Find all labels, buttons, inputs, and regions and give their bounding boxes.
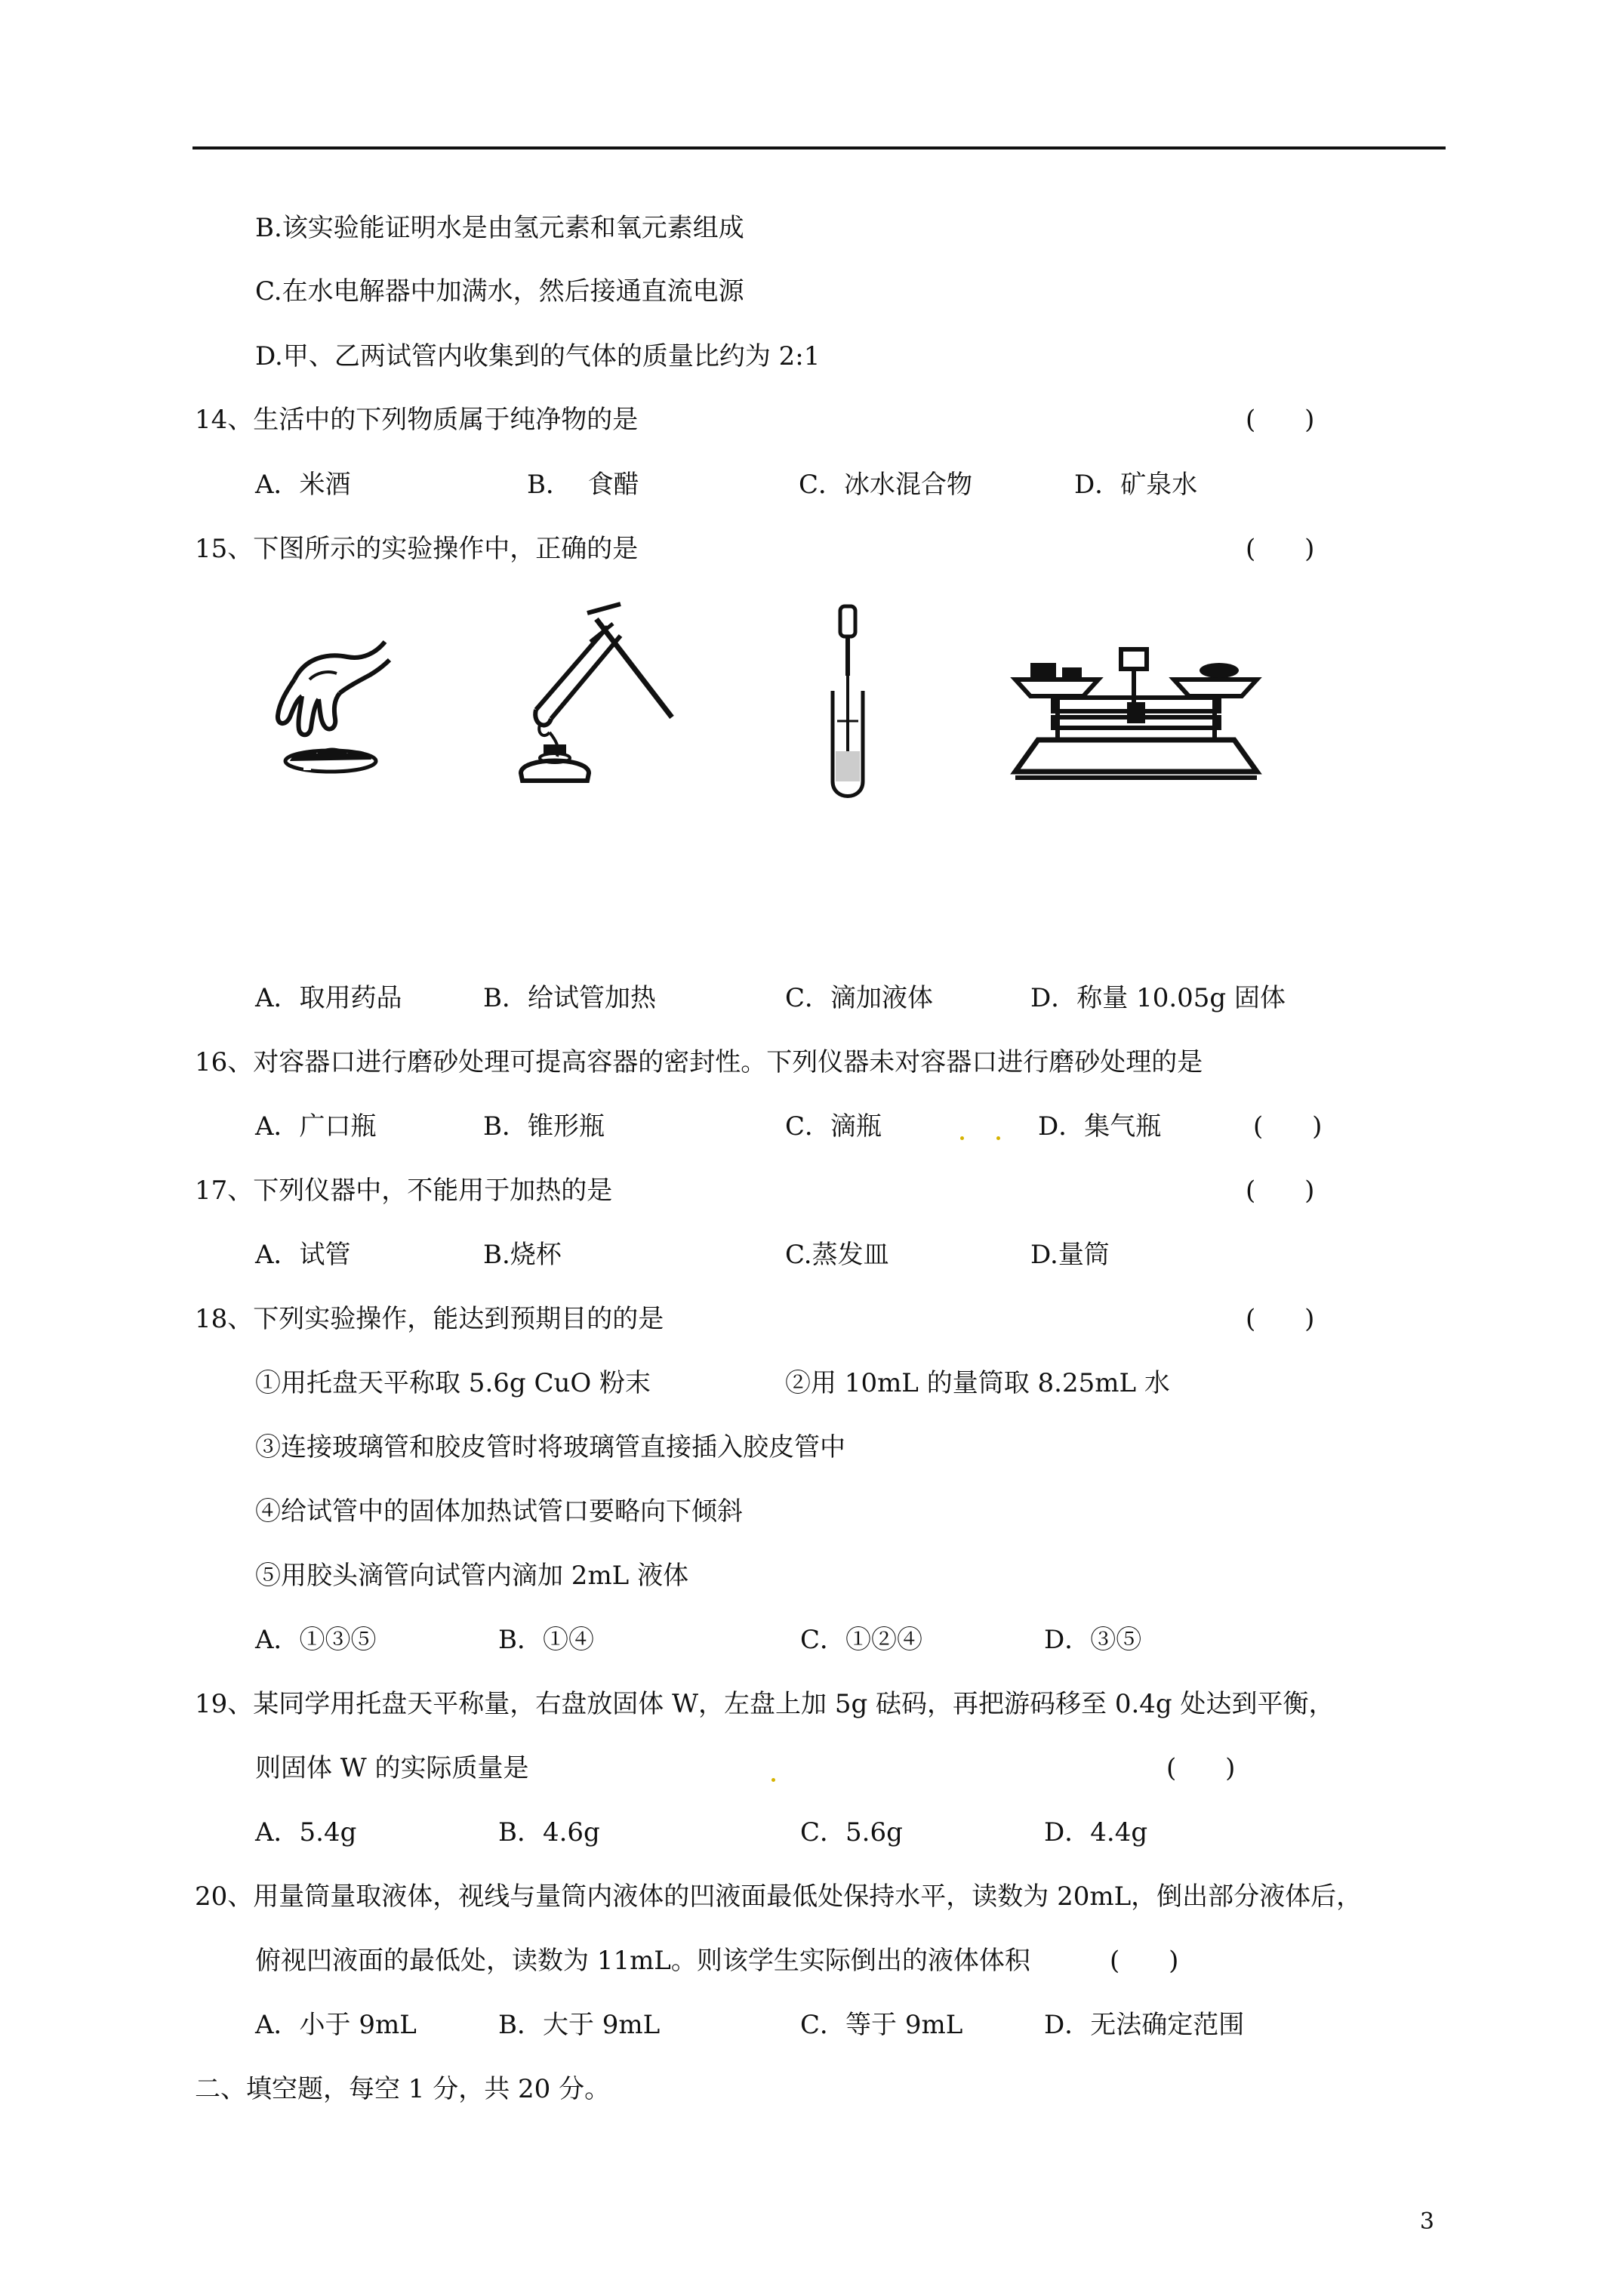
q18-item-2: ②用 10mL 的量筒取 8.25mL 水	[785, 1368, 1170, 1398]
q16-option-c: C．滴瓶	[785, 1111, 882, 1142]
q18-option-a: A．①③⑤	[255, 1625, 377, 1655]
q19-option-c: C．5.6g	[800, 1817, 903, 1848]
test-tube-heating-icon	[491, 596, 679, 793]
q18-item-3: ③连接玻璃管和胶皮管时将玻璃管直接插入胶皮管中	[255, 1432, 845, 1462]
q17-option-c: C.蒸发皿	[785, 1240, 889, 1270]
q14-option-a: A．米酒	[255, 470, 351, 500]
stray-mark	[771, 1778, 775, 1782]
q13-option-b: B.该实验能证明水是由氢元素和氧元素组成	[255, 213, 744, 243]
stray-mark	[960, 1136, 964, 1140]
q14-option-b: B． 食醋	[527, 470, 639, 500]
q13-option-d: D.甲、乙两试管内收集到的气体的质量比约为 2:1	[255, 341, 821, 371]
q18-option-d: D．③⑤	[1044, 1625, 1142, 1655]
tray-balance-icon	[1008, 642, 1264, 785]
q19-option-d: D．4.4g	[1044, 1817, 1148, 1848]
q16-option-a: A．广口瓶	[255, 1111, 377, 1142]
q15-stem: 15、下图所示的实验操作中，正确的是	[195, 534, 639, 564]
q18-answer-paren: ( )	[1246, 1304, 1315, 1334]
q16-option-d: D．集气瓶	[1038, 1111, 1162, 1142]
q20-stem-line1: 20、用量筒量取液体，视线与量筒内液体的凹液面最低处保持水平，读数为 20mL，倒出部分液体后，	[195, 1881, 1363, 1912]
q17-option-d: D.量筒	[1030, 1240, 1110, 1270]
q15-option-c: C．滴加液体	[785, 983, 934, 1013]
stray-mark	[996, 1136, 1000, 1140]
q14-option-c: C．冰水混合物	[799, 470, 973, 500]
q17-option-b: B.烧杯	[483, 1240, 562, 1270]
q19-stem-line1: 19、某同学用托盘天平称量，右盘放固体 W，左盘上加 5g 砝码，再把游码移至 0.4g 处达到平衡，	[195, 1689, 1335, 1719]
q15-answer-paren: ( )	[1246, 534, 1315, 564]
q17-answer-paren: ( )	[1246, 1176, 1315, 1206]
q15-option-a: A．取用药品	[255, 983, 402, 1013]
q18-option-b: B．①④	[498, 1625, 594, 1655]
q20-option-c: C．等于 9mL	[800, 2010, 963, 2040]
q14-answer-paren: ( )	[1246, 405, 1315, 435]
q20-option-b: B．大于 9mL	[498, 2010, 661, 2040]
q20-stem-line2: 俯视凹液面的最低处，读数为 11mL。则该学生实际倒出的液体体积	[255, 1946, 1030, 1976]
q19-option-a: A．5.4g	[255, 1817, 357, 1848]
q18-stem: 18、下列实验操作，能达到预期目的的是	[195, 1304, 664, 1334]
section-2-heading: 二、填空题，每空 1 分，共 20 分。	[195, 2074, 611, 2104]
q19-option-b: B．4.6g	[498, 1817, 600, 1848]
q16-option-b: B．锥形瓶	[483, 1111, 605, 1142]
q20-option-a: A．小于 9mL	[255, 2010, 417, 2040]
q17-stem: 17、下列仪器中，不能用于加热的是	[195, 1176, 613, 1206]
q19-answer-paren: ( )	[1166, 1753, 1236, 1783]
q18-option-c: C．①②④	[800, 1625, 923, 1655]
q16-answer-paren: ( )	[1253, 1111, 1323, 1142]
hand-taking-powder-icon	[264, 627, 393, 778]
dropper-in-test-tube-icon	[827, 600, 872, 804]
q15-option-b: B．给试管加热	[483, 983, 656, 1013]
q15-option-d: D．称量 10.05g 固体	[1030, 983, 1286, 1013]
q20-option-d: D．无法确定范围	[1044, 2010, 1245, 2040]
q13-option-c: C.在水电解器中加满水，然后接通直流电源	[255, 276, 744, 307]
q16-stem: 16、对容器口进行磨砂处理可提高容器的密封性。下列仪器未对容器口进行磨砂处理的是	[195, 1047, 1203, 1077]
q18-item-4: ④给试管中的固体加热试管口要略向下倾斜	[255, 1496, 743, 1527]
q19-stem-line2: 则固体 W 的实际质量是	[255, 1753, 529, 1783]
page-number: 3	[1419, 2208, 1434, 2235]
q14-option-d: D．矿泉水	[1074, 470, 1198, 500]
q17-option-a: A．试管	[255, 1240, 351, 1270]
q20-answer-paren: ( )	[1110, 1946, 1179, 1976]
q14-stem: 14、生活中的下列物质属于纯净物的是	[195, 405, 639, 435]
q18-item-5: ⑤用胶头滴管向试管内滴加 2mL 液体	[255, 1561, 689, 1591]
q18-item-1: ①用托盘天平称取 5.6g CuO 粉末	[255, 1368, 651, 1398]
header-rule	[192, 146, 1446, 149]
